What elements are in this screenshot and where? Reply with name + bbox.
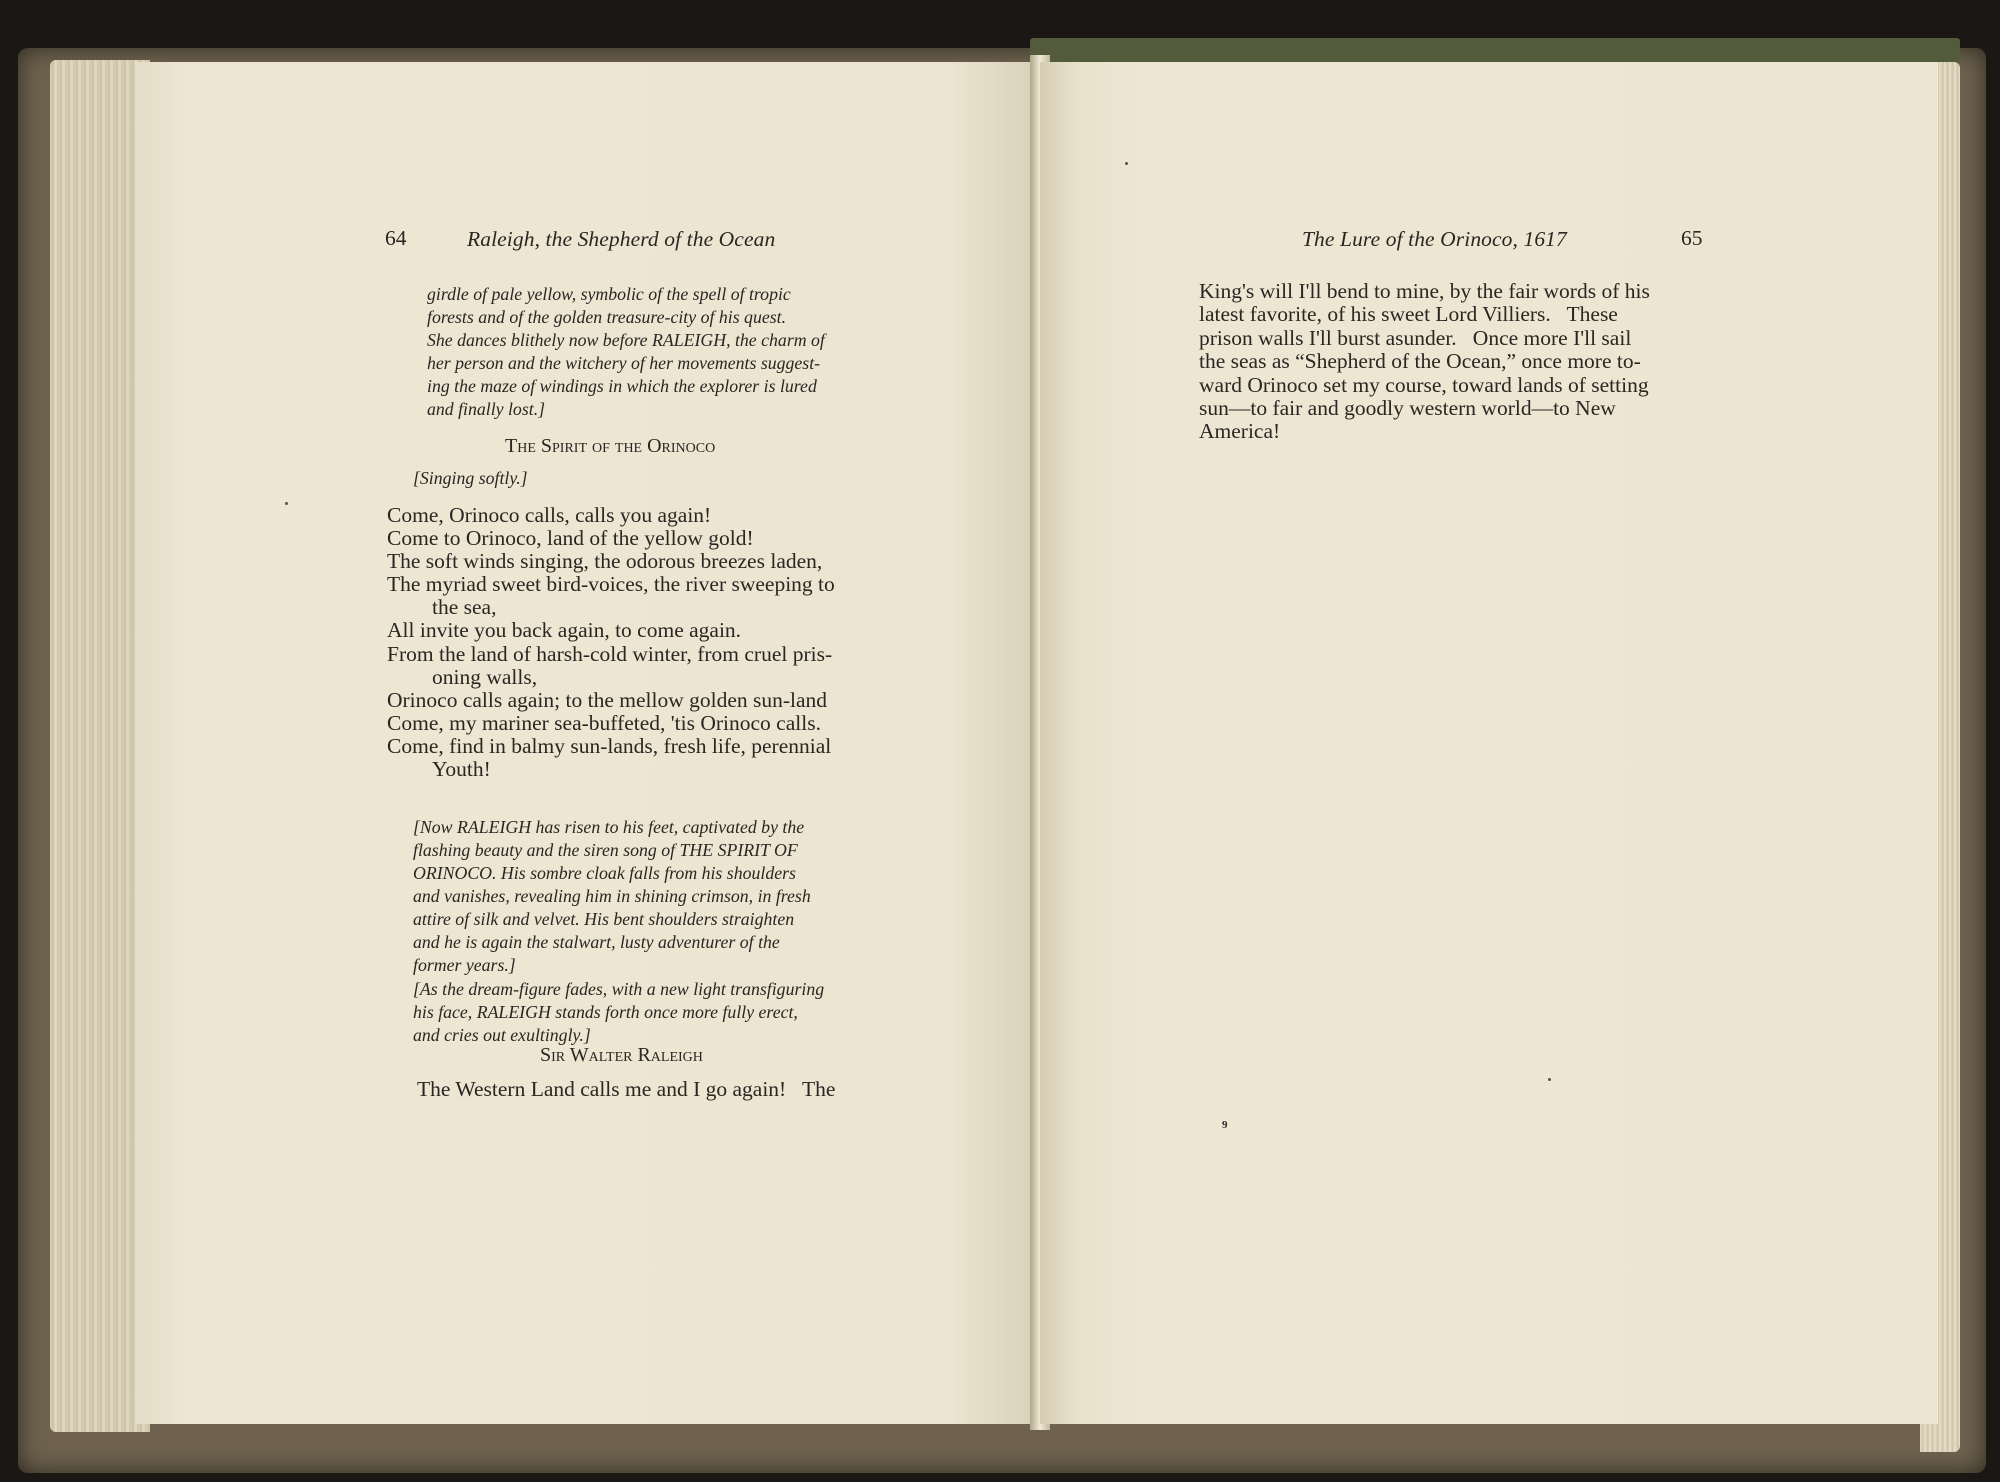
verse-line: oning walls, — [432, 664, 538, 689]
verse-line: Come, my mariner sea-buffeted, 'tis Orinoco calls. — [387, 710, 821, 735]
paragraph-line: King's will I'll bend to mine, by the fair words of his — [1199, 279, 1650, 303]
text-line: ORINOCO. His sombre cloak falls from his shoulders — [413, 863, 796, 883]
stage-direction-1 — [427, 283, 899, 421]
text-line: girdle of pale yellow, symbolic of the spell of tropic — [427, 284, 791, 304]
text-line: flashing beauty and the siren song of THE SPIRIT OF — [413, 840, 798, 860]
paragraph-line: ward Orinoco set my course, toward lands of setting — [1199, 372, 1649, 397]
verse-line: Come to Orinoco, land of the yellow gold! — [387, 526, 754, 551]
text-line: her person and the witchery of her movements suggest- — [427, 353, 821, 373]
left-running-head: Raleigh, the Shepherd of the Ocean — [467, 227, 776, 251]
verse-line: Come, find in balmy sun-lands, fresh life, perennial — [387, 733, 832, 758]
speech-start: The Western Land calls me and I go again! The — [417, 1077, 836, 1101]
text-line: and cries out exultingly.] — [413, 1025, 591, 1045]
text-line: She dances blithely now before RALEIGH, the charm of — [427, 330, 825, 350]
verse-line: The myriad sweet bird-voices, the river sweeping to — [387, 572, 835, 597]
right-running-head: The Lure of the Orinoco, 1617 — [1302, 227, 1567, 251]
paragraph-line: America! — [1199, 419, 1281, 444]
stage-direction-3 — [413, 978, 899, 1047]
text-line: and finally lost.] — [427, 399, 546, 419]
left-page-number: 64 — [385, 226, 407, 250]
text-line: ing the maze of windings in which the explorer is lured — [427, 376, 817, 396]
text-line: [Now RALEIGH has risen to his feet, captivated by the — [413, 817, 805, 837]
verse-line: From the land of harsh-cold winter, from cruel pris- — [387, 641, 833, 666]
paragraph-line: latest favorite, of his sweet Lord Villiers. These — [1199, 302, 1618, 327]
stage-direction-2 — [413, 816, 899, 977]
verse-line: All invite you back again, to come again. — [387, 618, 742, 643]
speaker-spirit-of-orinoco: The Spirit of the Orinoco — [505, 435, 716, 457]
text-line: attire of silk and velvet. His bent shoulders straighten — [413, 909, 795, 929]
right-page-number: 65 — [1681, 226, 1703, 250]
verse-line: Come, Orinoco calls, calls you again! — [387, 503, 712, 527]
text-line: and he is again the stalwart, lusty adventurer of the — [413, 932, 780, 952]
signature-mark: 9 — [1222, 1119, 1228, 1131]
speaker-sir-walter-raleigh: Sir Walter Raleigh — [540, 1044, 703, 1066]
left-page — [135, 62, 1038, 1424]
verse-block — [387, 504, 835, 781]
right-page — [1040, 62, 1938, 1424]
verse-line: The soft winds singing, the odorous breezes laden, — [387, 549, 823, 574]
verse-line: the sea, — [432, 595, 497, 620]
paragraph-line: sun—to fair and goodly western world—to New — [1199, 396, 1616, 421]
text-line: his face, RALEIGH stands forth once more fully erect, — [413, 1002, 798, 1022]
verse-line: Youth! — [432, 757, 491, 782]
direction-singing: [Singing softly.] — [413, 468, 528, 488]
text-line: and vanishes, revealing him in shining crimson, in fresh — [413, 886, 811, 906]
paragraph-line: the seas as “Shepherd of the Ocean,” once more to- — [1199, 349, 1641, 374]
cover-top-edge — [1030, 38, 1960, 62]
verse-line: Orinoco calls again; to the mellow golden sun-land — [387, 687, 828, 712]
paragraph-line: prison walls I'll burst asunder. Once more I'll sail — [1199, 325, 1632, 350]
text-line: forests and of the golden treasure-city of his quest. — [427, 307, 787, 327]
right-paragraph — [1199, 280, 1705, 444]
text-line: former years.] — [413, 955, 516, 975]
text-line: [As the dream-figure fades, with a new light transfiguring — [413, 979, 825, 999]
